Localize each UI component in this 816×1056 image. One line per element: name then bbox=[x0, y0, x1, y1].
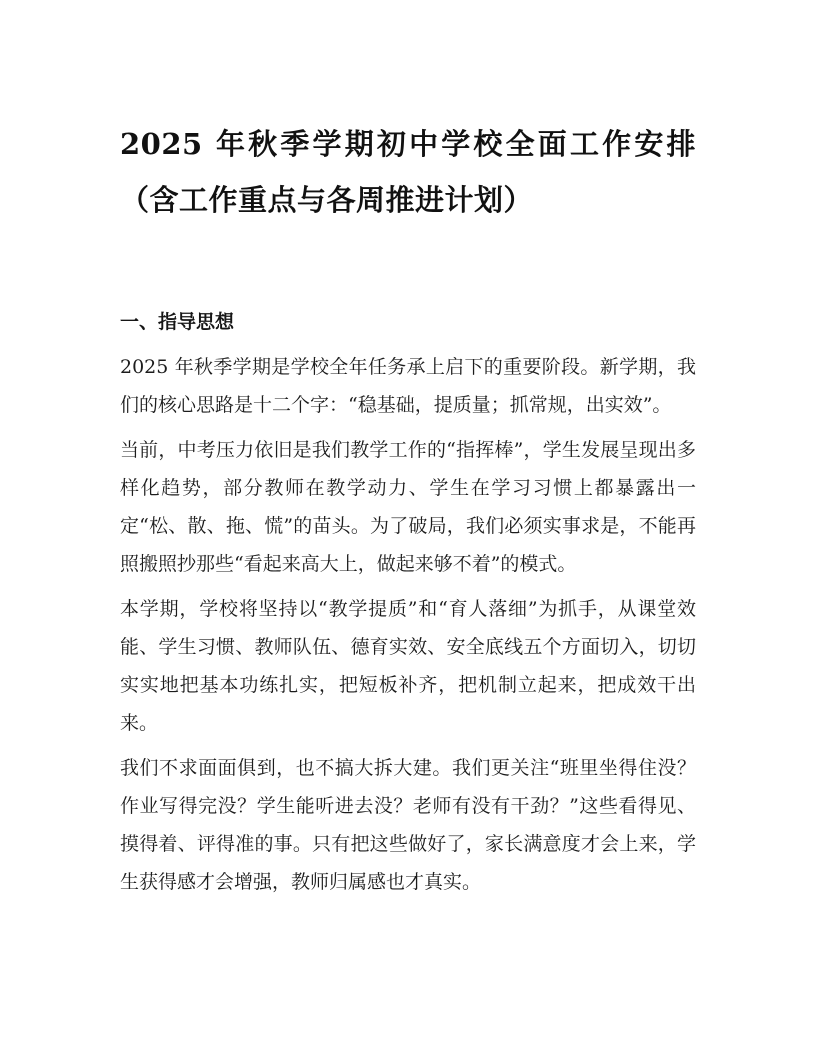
document-title: 2025 年秋季学期初中学校全面工作安排（含工作重点与各周推进计划） bbox=[120, 127, 696, 217]
section-heading: 一、指导思想 bbox=[120, 311, 235, 333]
body-paragraph-2: 当前，中考压力依旧是我们教学工作的“指挥棒”，学生发展呈现出多样化趋势，部分教师在教学动力、学生在学习习惯上都暴露出一定“松、散、拖、慌”的苗头。为了破局，我们必须实事求是，不能再照搬照抄那些“看起来高大上，做起来够不着”的模式。 bbox=[120, 439, 696, 575]
body-paragraph-3: 本学期，学校将坚持以“教学提质”和“育人落细”为抓手，从课堂效能、学生习惯、教师队伍、德育实效、安全底线五个方面切入，切切实实地把基本功练扎实，把短板补齐，把机制立起来，把成效干出来。 bbox=[120, 598, 696, 734]
body-paragraph-1: 2025 年秋季学期是学校全年任务承上启下的重要阶段。新学期，我们的核心思路是十二个字：“稳基础，提质量；抓常规，出实效”。 bbox=[120, 356, 696, 416]
body-paragraph-4: 我们不求面面俱到，也不搞大拆大建。我们更关注“班里坐得住没？作业写得完没？学生能听进去没？老师有没有干劲？”这些看得见、摸得着、评得准的事。只有把这些做好了，家长满意度才会上来，学生获得感才会增强，教师归属感也才真实。 bbox=[120, 757, 696, 893]
section-guiding-ideology bbox=[120, 308, 696, 901]
